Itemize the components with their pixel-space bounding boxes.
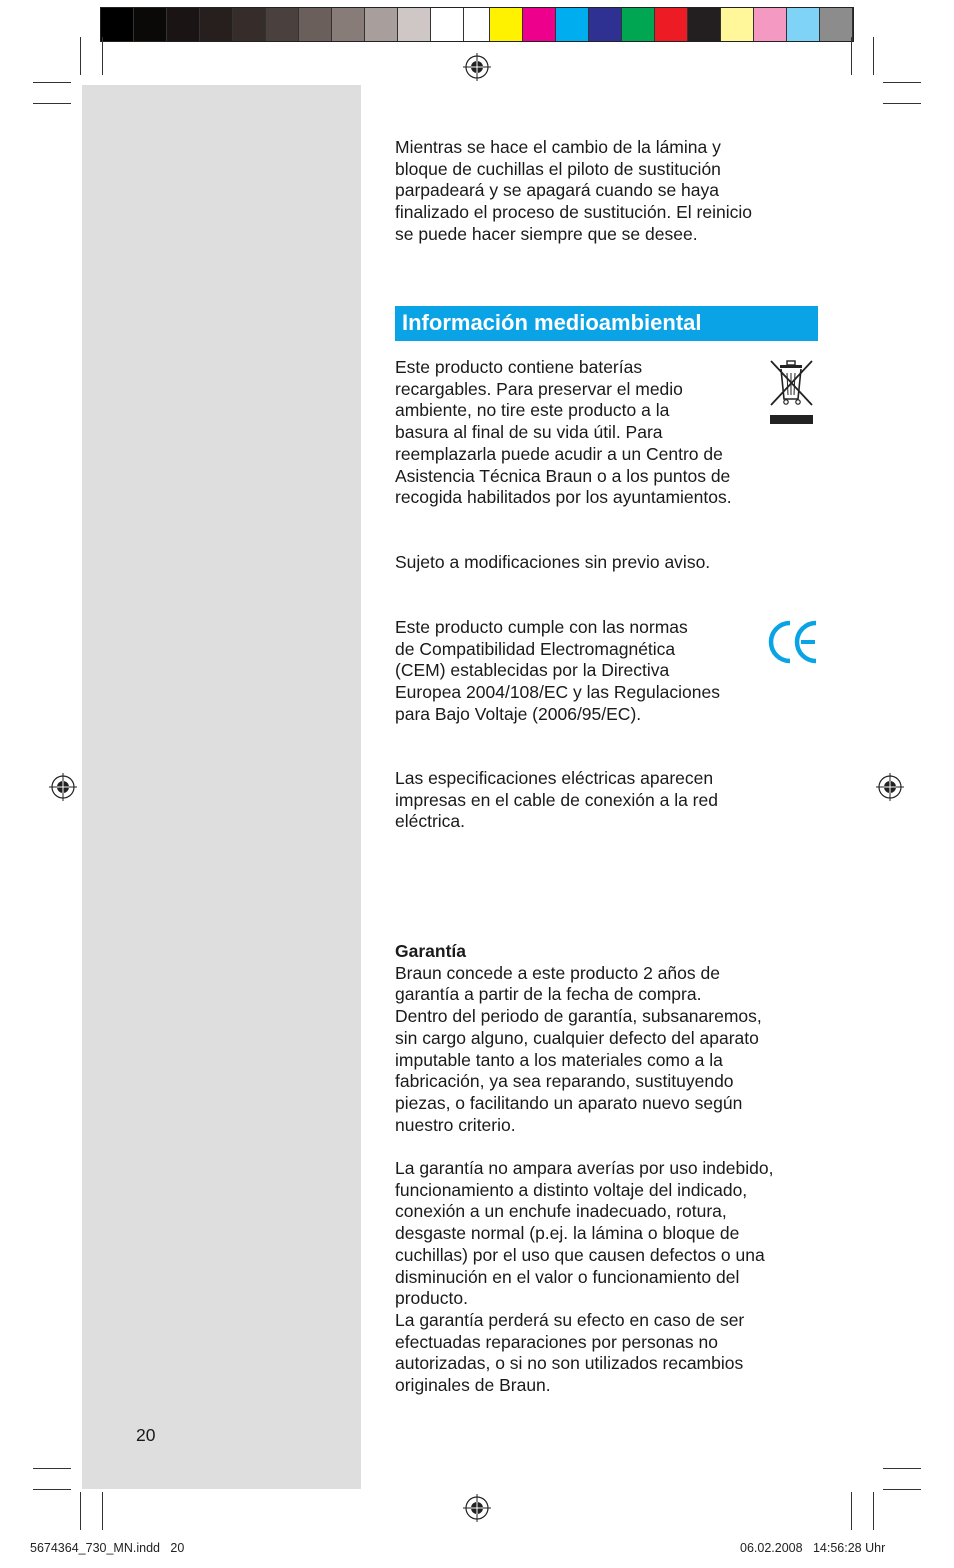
- color-swatch: [398, 8, 431, 41]
- color-swatch: [721, 8, 754, 41]
- registration-mark-icon: [876, 773, 904, 801]
- color-bar-gap: [464, 8, 490, 41]
- ce-mark-icon: [768, 619, 820, 665]
- compliance-paragraph: [395, 617, 765, 726]
- crop-mark: [873, 1492, 874, 1530]
- color-swatch: [332, 8, 365, 41]
- color-swatch: [655, 8, 688, 41]
- color-swatch: [820, 8, 853, 41]
- warranty-paragraph-2: La garantía no ampara averías por uso indebido, funcionamiento a distinto voltaje del indicado, conexión a un enchufe inadecuado, rotura, desgaste normal (p.ej. la lámina o bloque de cuchillas) por el uso que causen defectos o una disminución en el valor o funcionamiento del producto. La garantía perderá su efecto en caso de ser efectuadas reparaciones por personas no autorizadas, o si no son utilizados recambios originales de Braun.: [395, 1158, 774, 1396]
- electrical-paragraph: [395, 768, 815, 833]
- crop-mark: [80, 1492, 81, 1530]
- crop-mark: [883, 103, 921, 104]
- print-color-bar: [100, 7, 854, 42]
- registration-mark-icon: [463, 1494, 491, 1522]
- page-sidebar: [82, 85, 361, 1489]
- crop-mark: [883, 1468, 921, 1469]
- warranty-paragraph-1: Braun concede a este producto 2 años de garantía a partir de la fecha de compra. Dentro del periodo de garantía, subsanaremos, sin cargo alguno, cualquier defecto del aparato imputable tanto a los materiales como a la fabricación, ya sea reparando, sustituyendo piezas, o facilitando un aparato nuevo según nuestro criterio.: [395, 962, 762, 1135]
- crop-mark: [33, 103, 71, 104]
- color-swatch: [589, 8, 622, 41]
- registration-mark-icon: [49, 773, 77, 801]
- electrical-text: Las especificaciones eléctricas aparecen impresas en el cable de conexión a la red eléctrica.: [395, 768, 718, 832]
- warranty-section: [395, 941, 825, 1397]
- color-swatch: [754, 8, 787, 41]
- color-swatch: [787, 8, 820, 41]
- color-swatch: [266, 8, 299, 41]
- footer-file-name: 5674364_730_MN.indd 20: [30, 1541, 185, 1555]
- section-heading: Información medioambiental: [402, 310, 702, 335]
- color-swatch: [200, 8, 233, 41]
- crop-mark: [851, 37, 852, 75]
- crop-mark: [873, 37, 874, 75]
- color-swatch: [101, 8, 134, 41]
- page-number: 20: [136, 1425, 156, 1445]
- environment-text: Este producto contiene baterías recargables. Para preservar el medio ambiente, no tire este producto a la basura al final de su vida útil. Para reemplazarla puede acudir a un Centro de Asistencia Técnica Braun o a los puntos de recogida habilitados por los ayuntamientos.: [395, 357, 732, 508]
- crop-mark: [80, 37, 81, 75]
- color-swatch: [523, 8, 556, 41]
- color-swatch: [365, 8, 398, 41]
- crop-mark: [33, 82, 71, 83]
- color-swatch: [688, 8, 721, 41]
- crop-mark: [851, 1492, 852, 1530]
- intro-paragraph: [395, 137, 815, 246]
- crop-mark: [33, 1468, 71, 1469]
- notice-text: Sujeto a modificaciones sin previo aviso.: [395, 552, 711, 572]
- crop-mark: [33, 1489, 71, 1490]
- footer-timestamp: 06.02.2008 14:56:28 Uhr: [740, 1541, 886, 1555]
- color-swatch: [490, 8, 523, 41]
- warranty-title: Garantía: [395, 941, 466, 961]
- color-swatch: [431, 8, 464, 41]
- crop-mark: [883, 1489, 921, 1490]
- crop-mark: [883, 82, 921, 83]
- color-swatch: [622, 8, 655, 41]
- environment-paragraph: [395, 357, 775, 509]
- color-swatch: [167, 8, 200, 41]
- notice-paragraph: [395, 552, 815, 574]
- crop-mark: [102, 37, 103, 75]
- color-swatch: [556, 8, 589, 41]
- intro-text: Mientras se hace el cambio de la lámina y bloque de cuchillas el piloto de sustitución parpadeará y se apagará cuando se haya finalizado el proceso de sustitución. El reinicio se puede hacer siempre que se desee.: [395, 137, 752, 244]
- compliance-text: Este producto cumple con las normas de Compatibilidad Electromagnética (CEM) establecidas por la Directiva Europea 2004/108/EC y las Regulaciones para Bajo Voltaje (2006/95/EC).: [395, 617, 720, 724]
- color-swatch: [299, 8, 332, 41]
- crop-mark: [102, 1492, 103, 1530]
- crossed-out-bin-icon: [768, 357, 816, 427]
- registration-mark-icon: [463, 53, 491, 81]
- color-swatch: [134, 8, 167, 41]
- color-swatch: [233, 8, 266, 41]
